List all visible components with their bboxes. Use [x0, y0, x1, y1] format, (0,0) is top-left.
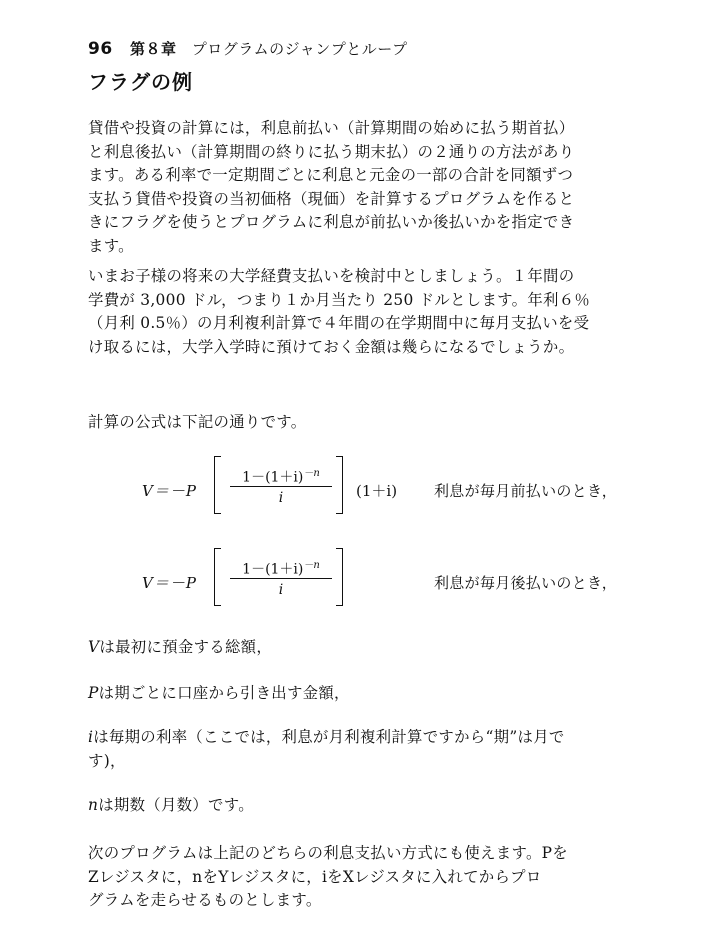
symbol-v: V [88, 638, 100, 656]
formula-exponent: －n [303, 560, 320, 571]
symbol-n: n [88, 796, 99, 814]
definition-p [88, 682, 628, 706]
text-line: 支払う貸借や投資の当初価格（現価）を計算するプログラムを作ると [88, 189, 575, 208]
page-header [88, 38, 408, 59]
fraction-bar [230, 578, 332, 579]
text-line: ます。 [88, 236, 134, 255]
definition-text: は期ごとに口座から引き出す金額， [98, 684, 350, 702]
right-bracket [336, 548, 343, 606]
definition-text: す)， [88, 751, 126, 770]
formula-denominator: i [278, 490, 284, 506]
definition-text: は期数（月数）です。 [98, 796, 254, 814]
text-line: と利息後払い（計算期間の終りに払う期末払）の２通りの方法があり [88, 142, 575, 161]
left-bracket [214, 548, 221, 606]
definition-n [88, 794, 628, 818]
formula-lhs: V＝－P [142, 482, 197, 500]
section-title: フラグの例 [88, 70, 193, 94]
text-line: きにフラグを使うとプログラムに利息が前払いか後払いかを指定でき [88, 213, 575, 231]
example-paragraph [88, 265, 628, 359]
text-line: Zレジスタに，nをYレジスタに，iをXレジスタに入れてからプロ [88, 867, 542, 886]
text-line: グラムを走らせるものとします。 [88, 891, 322, 909]
definition-text: は毎期の利率（ここでは，利息が月利複利計算ですから“期”は月で [93, 728, 565, 746]
formula-exponent: －n [303, 468, 320, 479]
text-line: 貸借や投資の計算には，利息前払い（計算期間の始めに払う期首払） [88, 119, 575, 137]
formula-intro [88, 411, 628, 435]
text-line: 計算の公式は下記の通りです。 [88, 413, 307, 431]
formula-note: 利息が毎月前払いのとき， [434, 482, 618, 500]
chapter-title: プログラムのジャンプとループ [191, 40, 408, 58]
text-line: け取るには，大学入学時に預けておく金額は幾らになるでしょうか。 [88, 337, 575, 356]
symbol-i: i [88, 728, 94, 746]
formula-prepaid [142, 454, 642, 520]
left-bracket [214, 456, 221, 514]
text-line: 次のプログラムは上記のどちらの利息支払い方式にも使えます。Pを [88, 844, 568, 862]
formula-postpaid [142, 546, 642, 612]
definition-i [88, 726, 628, 773]
definition-v [88, 636, 628, 660]
text-line: いまお子様の将来の大学経費支払いを検討中としましょう。１年間の [88, 267, 575, 285]
text-line: 学費が 3,000 ドル，つまり１か月当たり 250 ドルとします。年利６％ [88, 290, 591, 309]
text-line: ます。ある利率で一定期間ごとに利息と元金の一部の合計を同額ずつ [88, 166, 574, 184]
formula-numerator: $1-(1+i)^{-n}$ [242, 560, 320, 578]
formula-denominator: i [278, 582, 284, 598]
symbol-p: P [88, 684, 99, 702]
formula-multiplier: (1＋i) [356, 482, 398, 500]
page-number: 96 [88, 39, 113, 59]
intro-paragraph [88, 117, 628, 258]
definition-text: は最初に預金する総額， [99, 638, 273, 656]
formula-lhs: V＝－P [142, 574, 197, 592]
formula-numerator: $1-(1+i)^{-n}$ [242, 468, 320, 486]
chapter-number: 第８章 [129, 40, 177, 58]
program-paragraph [88, 842, 628, 913]
right-bracket [336, 456, 343, 514]
formula-note: 利息が毎月後払いのとき， [434, 574, 618, 592]
text-line: （月利 0.5％）の月利複利計算で４年間の在学期間中に毎月支払いを受 [88, 314, 590, 332]
fraction-bar [230, 486, 332, 487]
